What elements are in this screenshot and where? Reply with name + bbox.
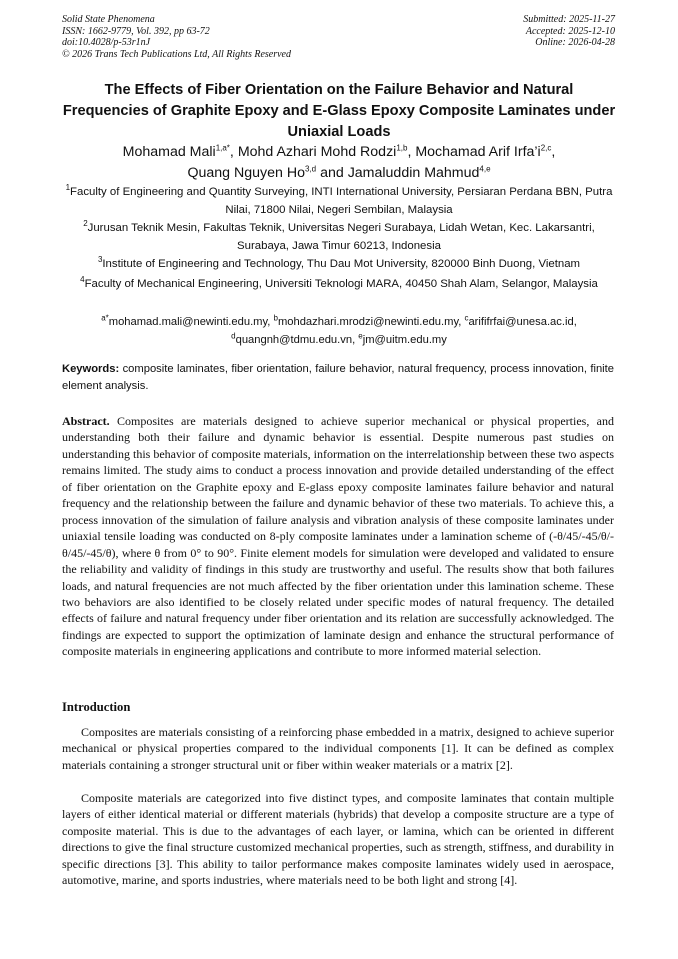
author-name: Quang Nguyen Ho (187, 165, 305, 181)
email-separator: , (267, 316, 274, 328)
affiliation-2 (62, 220, 616, 255)
author (348, 165, 491, 181)
copyright: © 2026 Trans Tech Publications Ltd, All Rights Reserved (62, 48, 291, 60)
author-superscript: 2,c (540, 143, 552, 153)
email-address[interactable]: quangnh@tdmu.edu.vn (235, 333, 353, 346)
journal-name: Solid State Phenomena (62, 14, 155, 25)
affiliation-text: Faculty of Engineering and Quantity Surveying, INTI International University, Persiaran Perdana BBN, Putra Nilai, 71800 Nilai, Negeri Sembilan, Malaysia (70, 186, 613, 216)
email[interactable] (273, 313, 465, 328)
email-superscript: b (273, 313, 278, 323)
email-superscript: a* (101, 313, 109, 323)
author-superscript: 4,e (479, 164, 491, 174)
author-name: Jamaluddin Mahmud (347, 165, 480, 181)
author-name: Mohd Azhari Mohd Rodzi (237, 144, 397, 160)
section-heading-introduction: Introduction (62, 700, 131, 714)
author (123, 144, 238, 160)
affiliation-text: Jurusan Teknik Mesin, Fakultas Teknik, Universitas Negeri Surabaya, Lidah Wetan, Kec. Lakarsantri, Surabaya, Jawa Timur 60213, Indonesia (87, 222, 595, 252)
affiliation-1 (62, 184, 616, 219)
affiliation-4 (62, 276, 616, 294)
author (415, 144, 555, 160)
affiliation-superscript: 2 (83, 219, 88, 229)
email-address[interactable]: mohamad.mali@newinti.edu.my (108, 316, 268, 328)
intro-paragraph-2: Composite materials are categorized into five distinct types, and composite laminates that contain multiple layers of either identical material or different materials (hybrids) that develop a composite structure are a type of composite material. This is due to the advantages of each layer, or lamina, which can be oriented in different directions to give the final structure customized mechanical properties, such as strength, stiffness, and durability in specific directions [3]. This ability to tailor performance makes composite laminates widely used in aerospace, automotive, marine, and sports industries, where materials need to be both light and strong [4]. (62, 791, 614, 888)
email-address[interactable]: jm@uitm.edu.my (362, 333, 447, 346)
author-superscript: 3,d (305, 164, 317, 174)
affiliation-superscript: 4 (80, 275, 85, 285)
author-superscript: 1,a* (215, 143, 230, 153)
abstract-paragraph (62, 413, 614, 660)
abstract-text: Composites are materials designed to achieve superior mechanical or physical properties, and understanding both their failure and dynamic behavior is essential. Despite numerous past studies on understanding this behavior of composite materials, information on the interrelationship between these two aspects remains limited. The study aims to conduct a process innovation and provide detailed understanding of the effect of fiber orientation on the Graphite epoxy and E-glass epoxy composite laminates failure behavior and natural frequency and the relationship between the failure and dynamic behavior of these two materials. To achieve this, a process innovation of the simulation of failure analysis and vibration analysis of these composite laminates under uniaxial tensile loading was conducted on 8-ply composite laminates under a lamination scheme of (-θ/45/-45/θ/-θ/45/-45/θ), where θ from 0° to 90°. Finite element models for simulation were developed and validated to ensure the reliability and validity of findings in this study are trustworthy and useful. The results show that both failures loads, and natural frequencies are not much affected by the fiber orientation under this lamination scheme. These two behaviors are also identified to be closely related under specific modes of natural frequency. The detailed effects of failure and natural frequency under fiber orientation and its relation are successfully acknowledged. The findings are expected to support the optimization of laminate design and enhance the structural performance of composite materials in engineering applications and contribute to more informed material selection. (62, 414, 614, 659)
email-separator: , (573, 316, 577, 328)
author-separator: , (407, 144, 416, 160)
author (187, 165, 347, 181)
author-superscript: 1,b (396, 143, 408, 153)
submitted-date: Submitted: 2025-11-27 (523, 14, 615, 25)
keywords-text: composite laminates, fiber orientation, failure behavior, natural frequency, process innovation, finite element analysis. (62, 363, 614, 392)
paper-title: The Effects of Fiber Orientation on the Failure Behavior and Natural Frequencies of Graphite Epoxy and E-Glass Epoxy Composite Laminates under Uniaxial Loads (62, 82, 616, 140)
abstract-label: Abstract. (62, 414, 110, 428)
affiliation-superscript: 1 (65, 183, 71, 193)
keywords-paragraph (62, 361, 614, 394)
email[interactable] (231, 330, 359, 346)
online-date: Online: 2026-04-28 (535, 37, 615, 48)
issn-volume: ISSN: 1662-9779, Vol. 392, pp 63-72 (62, 25, 210, 37)
email-address[interactable]: arififrfai@unesa.ac.id (468, 316, 574, 328)
email-list (62, 314, 616, 349)
keywords-label: Keywords: (62, 363, 120, 375)
author-separator: , (551, 144, 556, 160)
author-list (62, 142, 616, 184)
affiliation-superscript: 3 (97, 255, 103, 265)
email-superscript: c (464, 313, 469, 323)
author-separator: and (316, 165, 348, 181)
author (238, 144, 416, 160)
email[interactable] (358, 330, 447, 346)
accepted-date: Accepted: 2025-12-10 (525, 25, 615, 37)
email-superscript: d (231, 330, 236, 340)
author-separator: , (229, 144, 238, 160)
author-name: Mochamad Arif Irfa’i (415, 144, 541, 160)
intro-paragraph-1: Composites are materials consisting of a reinforcing phase embedded in a matrix, designed to achieve superior mechanical or physical properties compared to the individual components [1]. It can be defined as complex materials containing a stronger structural unit or fiber within weaker materials or a matrix [2]. (62, 725, 614, 772)
affiliation-3 (62, 256, 616, 274)
email[interactable] (101, 313, 274, 328)
author-name: Mohamad Mali (122, 144, 216, 160)
email[interactable] (464, 313, 577, 328)
email-separator: , (458, 316, 465, 328)
affiliation-text: Faculty of Mechanical Engineering, Universiti Teknologi MARA, 40450 Shah Alam, Selangor, Malaysia (84, 278, 598, 290)
affiliation-text: Institute of Engineering and Technology, Thu Dau Mot University, 820000 Binh Duong, Vietnam (102, 258, 581, 270)
email-superscript: e (358, 330, 363, 340)
email-address[interactable]: mohdazhari.mrodzi@newinti.edu.my (277, 316, 459, 328)
doi: doi:10.4028/p-53r1nJ (62, 37, 151, 48)
dates-block (523, 14, 615, 49)
email-separator: , (352, 333, 359, 346)
journal-info-block (62, 14, 291, 60)
